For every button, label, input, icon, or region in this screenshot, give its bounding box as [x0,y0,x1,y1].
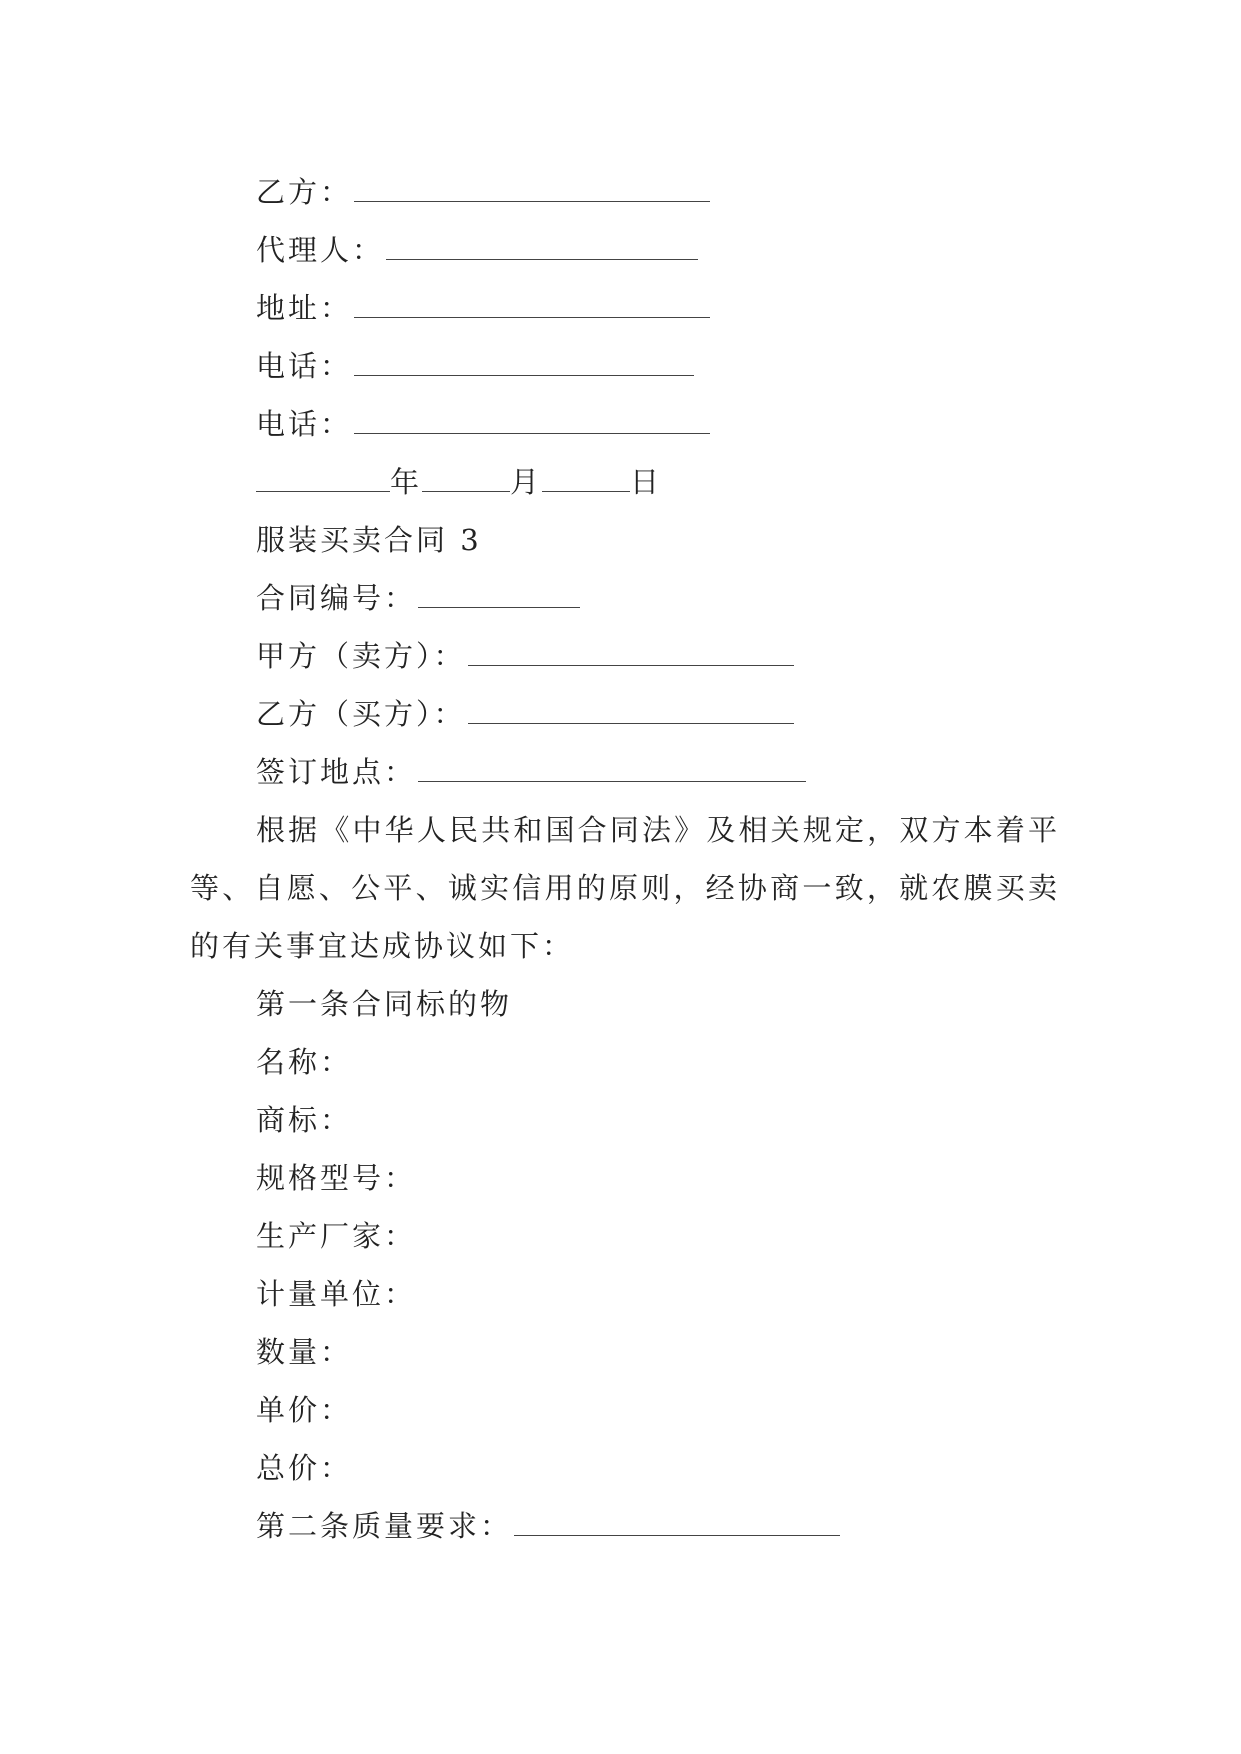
month-blank[interactable] [422,471,510,492]
party-b-buyer-blank[interactable] [468,703,794,724]
party-b-label: 乙方： [256,175,353,209]
date-line [190,453,1060,511]
year-label: 年 [390,465,423,499]
agent-label: 代理人： [256,233,385,267]
address-line [190,279,1060,337]
unit-label: 计量单位： [256,1277,417,1311]
unit-line [190,1265,1060,1323]
phone1-blank[interactable] [354,355,694,376]
article1-title [190,975,1060,1033]
sign-place-line [190,743,1060,801]
document-content [190,163,1060,1555]
name-label: 名称： [256,1045,353,1079]
party-b-buyer-line [190,685,1060,743]
unit-price-label: 单价： [256,1393,353,1427]
day-label: 日 [630,465,663,499]
name-line [190,1033,1060,1091]
sign-place-label: 签订地点： [256,755,417,789]
spec-line [190,1149,1060,1207]
party-a-seller-label: 甲方（卖方）： [256,639,466,673]
address-label: 地址： [256,291,353,325]
phone2-label: 电话： [256,407,353,441]
article1-title-text: 第一条合同标的物 [256,987,513,1021]
total-price-line [190,1439,1060,1497]
contract-no-blank[interactable] [418,587,580,608]
quality-blank[interactable] [514,1515,840,1536]
month-label: 月 [510,465,543,499]
party-a-seller-blank[interactable] [468,645,794,666]
agent-line [190,221,1060,279]
trademark-line [190,1091,1060,1149]
contract-no-label: 合同编号： [256,581,417,615]
day-blank[interactable] [542,471,630,492]
manufacturer-label: 生产厂家： [256,1219,417,1253]
address-blank[interactable] [354,297,710,318]
contract-title-text: 服装买卖合同 3 [256,523,482,557]
article2-line [190,1497,1060,1555]
spec-label: 规格型号： [256,1161,417,1195]
agent-blank[interactable] [386,239,698,260]
party-b-blank[interactable] [354,181,710,202]
party-b-line [190,163,1060,221]
phone1-line [190,337,1060,395]
contract-no-line [190,569,1060,627]
sign-place-blank[interactable] [418,761,806,782]
manufacturer-line [190,1207,1060,1265]
quantity-label: 数量： [256,1335,353,1369]
quantity-line [190,1323,1060,1381]
unit-price-line [190,1381,1060,1439]
article2-label: 第二条质量要求： [256,1509,513,1543]
party-a-seller-line [190,627,1060,685]
total-price-label: 总价： [256,1451,353,1485]
trademark-label: 商标： [256,1103,353,1137]
phone2-line [190,395,1060,453]
party-b-buyer-label: 乙方（买方）： [256,697,466,731]
phone2-blank[interactable] [354,413,710,434]
year-blank[interactable] [256,471,390,492]
preamble-paragraph: 根据《中华人民共和国合同法》及相关规定，双方本着平等、自愿、公平、诚实信用的原则，经协商一致，就农膜买卖的有关事宜达成协议如下： [190,813,1060,963]
contract-title [190,511,1060,569]
phone1-label: 电话： [256,349,353,383]
